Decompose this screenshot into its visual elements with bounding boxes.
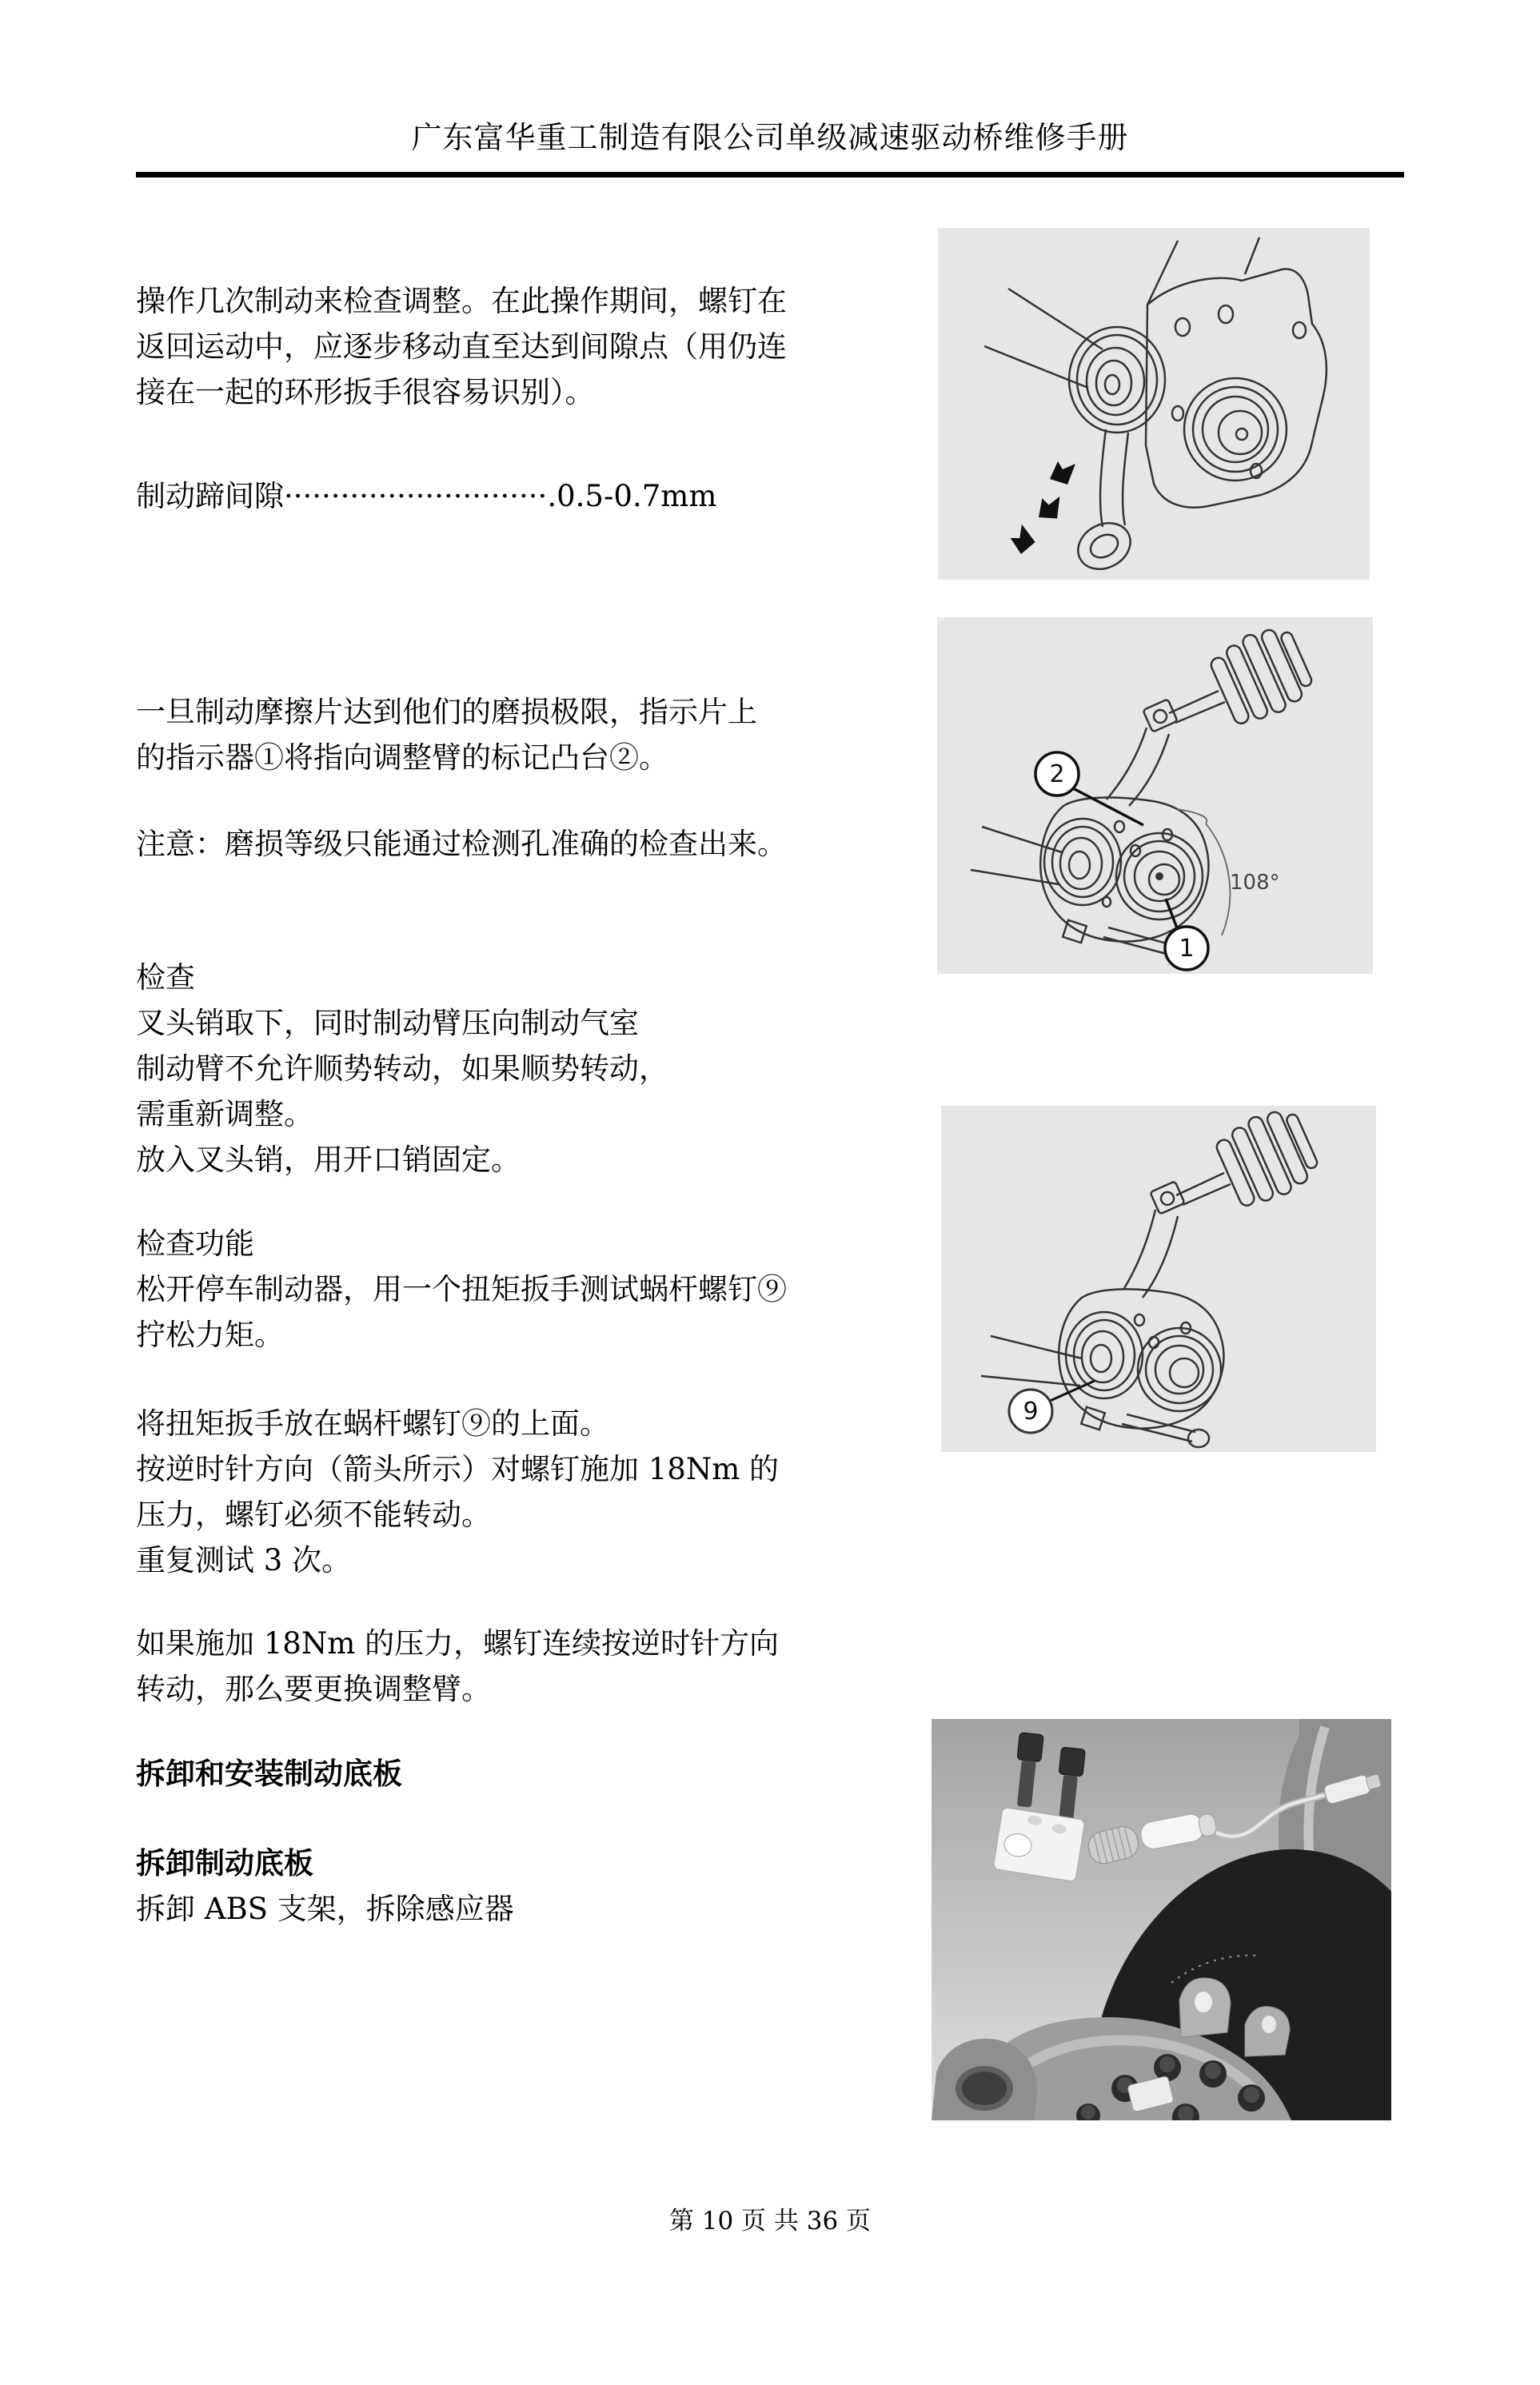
- header-rule: [136, 172, 1404, 177]
- lever-arm: [1123, 1210, 1155, 1290]
- angle-arc: [1206, 824, 1230, 935]
- lever-arm: [1129, 734, 1169, 806]
- spec-label: 制动蹄间隙: [136, 479, 284, 513]
- leader-line: [1008, 289, 1103, 349]
- cam-roller: [1069, 327, 1165, 433]
- push-rod: [1183, 1184, 1231, 1205]
- sensor-bracket-block: [993, 1807, 1085, 1881]
- wear-indicator-drawing: [937, 617, 1373, 974]
- section-check: [136, 955, 936, 1183]
- callout-9-label: 9: [1023, 1398, 1039, 1426]
- text-line: 的指示器①将指向调整臂的标记凸台②。: [136, 740, 668, 775]
- text-line: 如果施加 18Nm 的压力，螺钉连续按逆时针方向: [136, 1626, 780, 1661]
- text-line: 一旦制动摩擦片达到他们的磨损极限，指示片上: [136, 695, 757, 729]
- note-line: [136, 821, 936, 867]
- text-line: 返回运动中，应逐步移动直至达到间隙点（用仍连: [136, 329, 787, 364]
- callout-2-label: 2: [1049, 760, 1065, 788]
- text-line: 压力，螺钉必须不能转动。: [136, 1498, 491, 1532]
- text-line: 重复测试 3 次。: [136, 1543, 352, 1577]
- flange-ear: [1179, 1978, 1231, 2037]
- text-line: 转动，那么要更换调整臂。: [136, 1672, 491, 1706]
- paragraph-brake-adjust: [136, 278, 936, 415]
- clevis-pin: [1154, 710, 1167, 723]
- text-line: 按逆时针方向（箭头所示）对螺钉施加 18Nm 的: [136, 1452, 780, 1486]
- figure-worm-screw: [941, 1106, 1376, 1452]
- angle-label: 108°: [1230, 871, 1280, 895]
- section-title: 检查功能: [136, 1226, 254, 1261]
- page-title: 广东富华重工制造有限公司单级减速驱动桥维修手册: [411, 120, 1129, 155]
- push-rod: [1176, 1173, 1224, 1195]
- clevis: [1143, 699, 1177, 732]
- heading-remove-install-backplate: 拆卸和安装制动底板: [136, 1756, 402, 1791]
- spline-hub: [1184, 378, 1287, 481]
- boot-bellows: [1206, 619, 1319, 730]
- paragraph-abs-bracket: [136, 1886, 936, 1932]
- paragraph-torque-test: [136, 1401, 936, 1583]
- text-line: 拧松力矩。: [136, 1318, 284, 1352]
- leader-line: [981, 1376, 1080, 1386]
- ring-wrench: [1070, 429, 1138, 578]
- paragraph-wear-limit: [136, 689, 936, 780]
- lever-arm: [1107, 728, 1147, 800]
- worm-screw-boss: [1044, 819, 1121, 905]
- figure-abs-sensor-exploded: [932, 1719, 1391, 2120]
- clevis-pin: [1161, 1192, 1174, 1205]
- boot-bellows: [1211, 1106, 1324, 1212]
- text-line: 拆卸 ABS 支架，拆除感应器: [136, 1892, 514, 1926]
- spec-dot-leader: ····························.: [284, 479, 557, 513]
- text-line: 松开停车制动器，用一个扭矩扳手测试蜗杆螺钉⑨: [136, 1272, 787, 1306]
- hex-bolt: [1063, 920, 1087, 943]
- clevis: [1150, 1181, 1184, 1214]
- adjuster-body-outline: [1059, 1289, 1223, 1428]
- hex-bolt: [1081, 1407, 1105, 1430]
- flange-ear: [1245, 2006, 1290, 2056]
- leader-line: [984, 346, 1088, 388]
- spec-line-brake-shoe-clearance: [136, 473, 936, 519]
- figure-slack-adjuster-wrench: [938, 228, 1370, 580]
- paragraph-replace-adjuster: [136, 1621, 936, 1712]
- figure-wear-indicator: [937, 617, 1373, 974]
- push-rod: [1175, 702, 1225, 723]
- slack-adjuster-wrench-drawing: [938, 228, 1370, 580]
- callout-2: [1035, 752, 1143, 825]
- text-line: 将扭矩扳手放在蜗杆螺钉⑨的上面。: [136, 1406, 609, 1441]
- push-rod: [1169, 691, 1219, 713]
- text-line: 需重新调整。: [136, 1097, 313, 1131]
- text-line: 操作几次制动来检查调整。在此操作期间，螺钉在: [136, 284, 787, 318]
- text-line: 制动臂不允许顺势转动，如果顺势转动，: [136, 1051, 668, 1086]
- page-number: 第 10 页 共 36 页: [668, 2207, 872, 2235]
- heading-remove-backplate: 拆卸制动底板: [136, 1845, 313, 1880]
- text-line: 放入叉头销，用开口销固定。: [136, 1143, 521, 1177]
- text-line: 接在一起的环形扳手很容易识别）。: [136, 375, 595, 409]
- text-line: 注意：磨损等级只能通过检测孔准确的检查出来。: [136, 827, 787, 861]
- worm-screw-drawing: [941, 1106, 1376, 1452]
- callout-1-label: 1: [1179, 935, 1195, 963]
- frame-line: [1245, 237, 1259, 274]
- lever-arm: [1143, 1216, 1178, 1298]
- spec-value: 0.5-0.7mm: [557, 479, 717, 513]
- section-title: 检查: [136, 960, 195, 995]
- section-check-function: [136, 1221, 936, 1358]
- rotation-arrows-icon: [1006, 461, 1075, 557]
- text-line: 叉头销取下，同时制动臂压向制动气室: [136, 1006, 639, 1040]
- abs-sensor-render: [932, 1719, 1391, 2120]
